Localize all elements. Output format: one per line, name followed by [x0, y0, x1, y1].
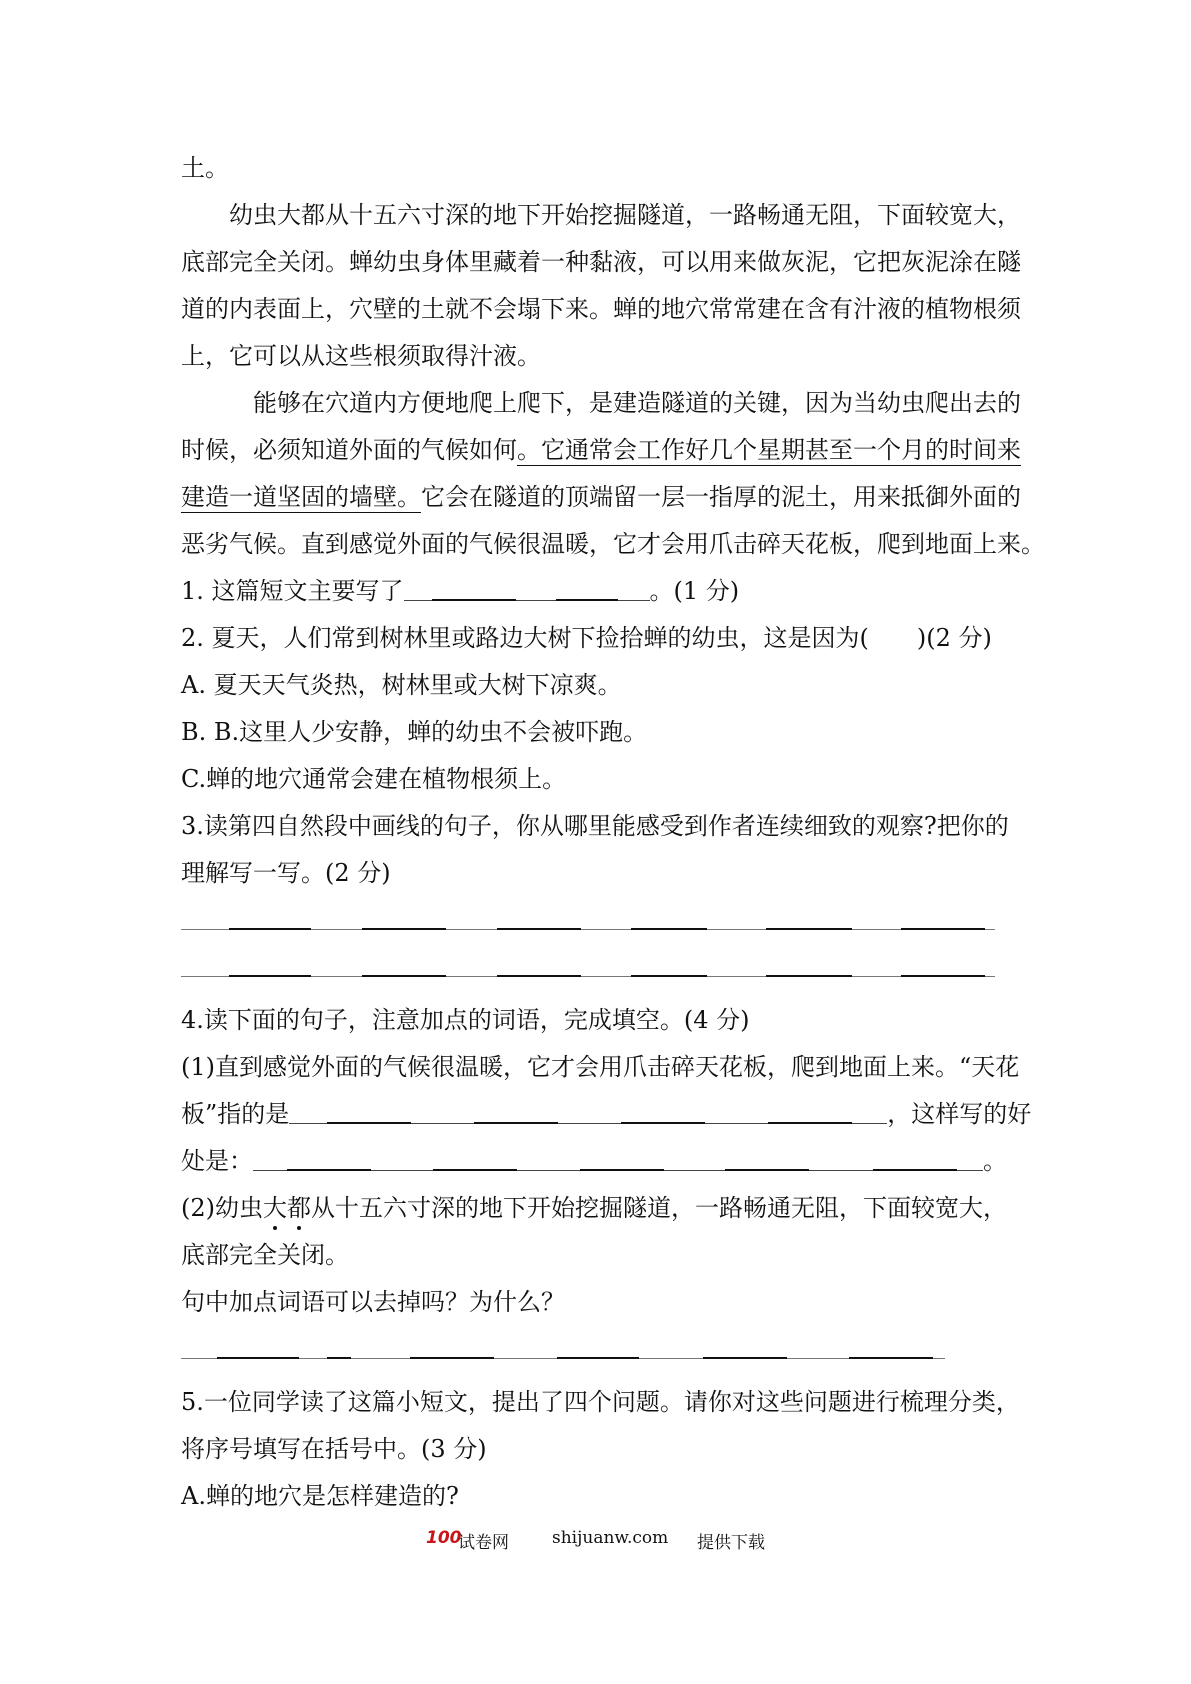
passage-p2-line1: 幼虫大都从十五六寸深的地下开始挖掘隧道，一路畅通无阻，下面较宽大， [229, 201, 1021, 229]
footer-site-name: 试卷网 [458, 1533, 509, 1553]
passage-p3-line1: 能够在穴道内方便地爬上爬下，是建造隧道的关键，因为当幼虫爬出去的 [253, 389, 1021, 417]
q4-s1-line2 [181, 1098, 1031, 1130]
question-5-line2: 将序号填写在括号中。(3 分) [181, 1435, 487, 1463]
q4-s2-pre: (2)幼虫 [181, 1194, 263, 1222]
question-3-line1: 3.读第四自然段中画线的句子，你从哪里能感受到作者连续细致的观察?把你的 [181, 812, 1009, 840]
q4-s1-line3-prefix: 处是： [181, 1147, 253, 1175]
q4-s2-question: 句中加点词语可以去掉吗？为什么？ [181, 1288, 565, 1316]
dotted-char-dou: 都 [287, 1194, 311, 1222]
dotted-char-da: 大 [263, 1194, 287, 1222]
q4-ceiling-meaning-blank[interactable] [289, 1100, 887, 1124]
q4-s1-line2-suffix: ，这样写的好 [887, 1100, 1032, 1128]
q4-s2-line1 [181, 1192, 1007, 1224]
footer-domain-link[interactable]: shijuanw.com [552, 1528, 669, 1548]
q4-s1-line3 [181, 1145, 1007, 1177]
q2-option-b: B. B.这里人少安静，蝉的幼虫不会被吓跑。 [181, 718, 648, 746]
q4-s1-line2-prefix: 板”指的是 [181, 1100, 290, 1128]
question-2-stem: 2. 夏天，人们常到树林里或路边大树下捡拾蝉的幼虫，这是因为( )(2 分) [181, 624, 992, 652]
underlined-sentence-part1: 。它通常会工作好几个星期甚至一个月的时间来 [517, 436, 1021, 464]
question-3-line2: 理解写一写。(2 分) [181, 859, 391, 887]
q4-s2-answer-line[interactable] [181, 1353, 945, 1359]
q4-benefit-blank[interactable] [253, 1147, 983, 1171]
q4-s2-line2: 底部完全关闭。 [181, 1241, 349, 1269]
underlined-sentence-part2: 建造一道坚固的墙壁。 [181, 483, 421, 511]
q3-answer-line-2[interactable] [181, 971, 995, 977]
passage-p3-line2 [181, 434, 1021, 466]
passage-p3-line2-plain: 时候，必须知道外面的气候如何 [181, 436, 517, 464]
passage-p2-line4: 上，它可以从这些根须取得汁液。 [181, 342, 541, 370]
passage-p2-line3: 道的内表面上，穴壁的土就不会塌下来。蝉的地穴常常建在含有汁液的植物根须 [181, 295, 1021, 323]
question-4-stem: 4.读下面的句子，注意加点的词语，完成填空。(4 分) [181, 1006, 750, 1034]
site-logo-icon: 100 [426, 1528, 462, 1548]
q4-s1-line1: (1)直到感觉外面的气候很温暖，它才会用爪击碎天花板，爬到地面上来。“天花 [181, 1053, 1020, 1081]
question-5-line1: 5.一位同学读了这篇小短文，提出了四个问题。请你对这些问题进行梳理分类， [181, 1388, 1020, 1416]
passage-p1-tail: 土。 [181, 154, 229, 182]
passage-p2-line2: 底部完全关闭。蝉幼虫身体里藏着一种黏液，可以用来做灰泥，它把灰泥涂在隧 [181, 248, 1021, 276]
q4-s2-post: 从十五六寸深的地下开始挖掘隧道，一路畅通无阻，下面较宽大， [311, 1194, 1007, 1222]
passage-p3-line3 [181, 481, 1021, 513]
q1-suffix: 。(1 分) [649, 577, 740, 605]
question-1 [181, 575, 739, 607]
q2-option-c: C.蝉的地穴通常会建在植物根须上。 [181, 765, 567, 793]
q1-answer-blank[interactable] [404, 577, 650, 601]
q1-prefix: 1. 这篇短文主要写了 [181, 577, 404, 605]
q2-option-a: A. 夏天天气炎热，树林里或大树下凉爽。 [181, 671, 622, 699]
footer-note: 提供下载 [697, 1533, 765, 1553]
q5-item-a: A.蝉的地穴是怎样建造的? [181, 1482, 459, 1510]
q3-answer-line-1[interactable] [181, 924, 995, 930]
page-footer [0, 1524, 1191, 1554]
q4-s1-line3-suffix: 。 [983, 1147, 1007, 1175]
passage-p3-line4: 恶劣气候。直到感觉外面的气候很温暖，它才会用爪击碎天花板，爬到地面上来。 [181, 530, 1045, 558]
passage-p3-line3-plain: 它会在隧道的顶端留一层一指厚的泥土，用来抵御外面的 [421, 483, 1021, 511]
